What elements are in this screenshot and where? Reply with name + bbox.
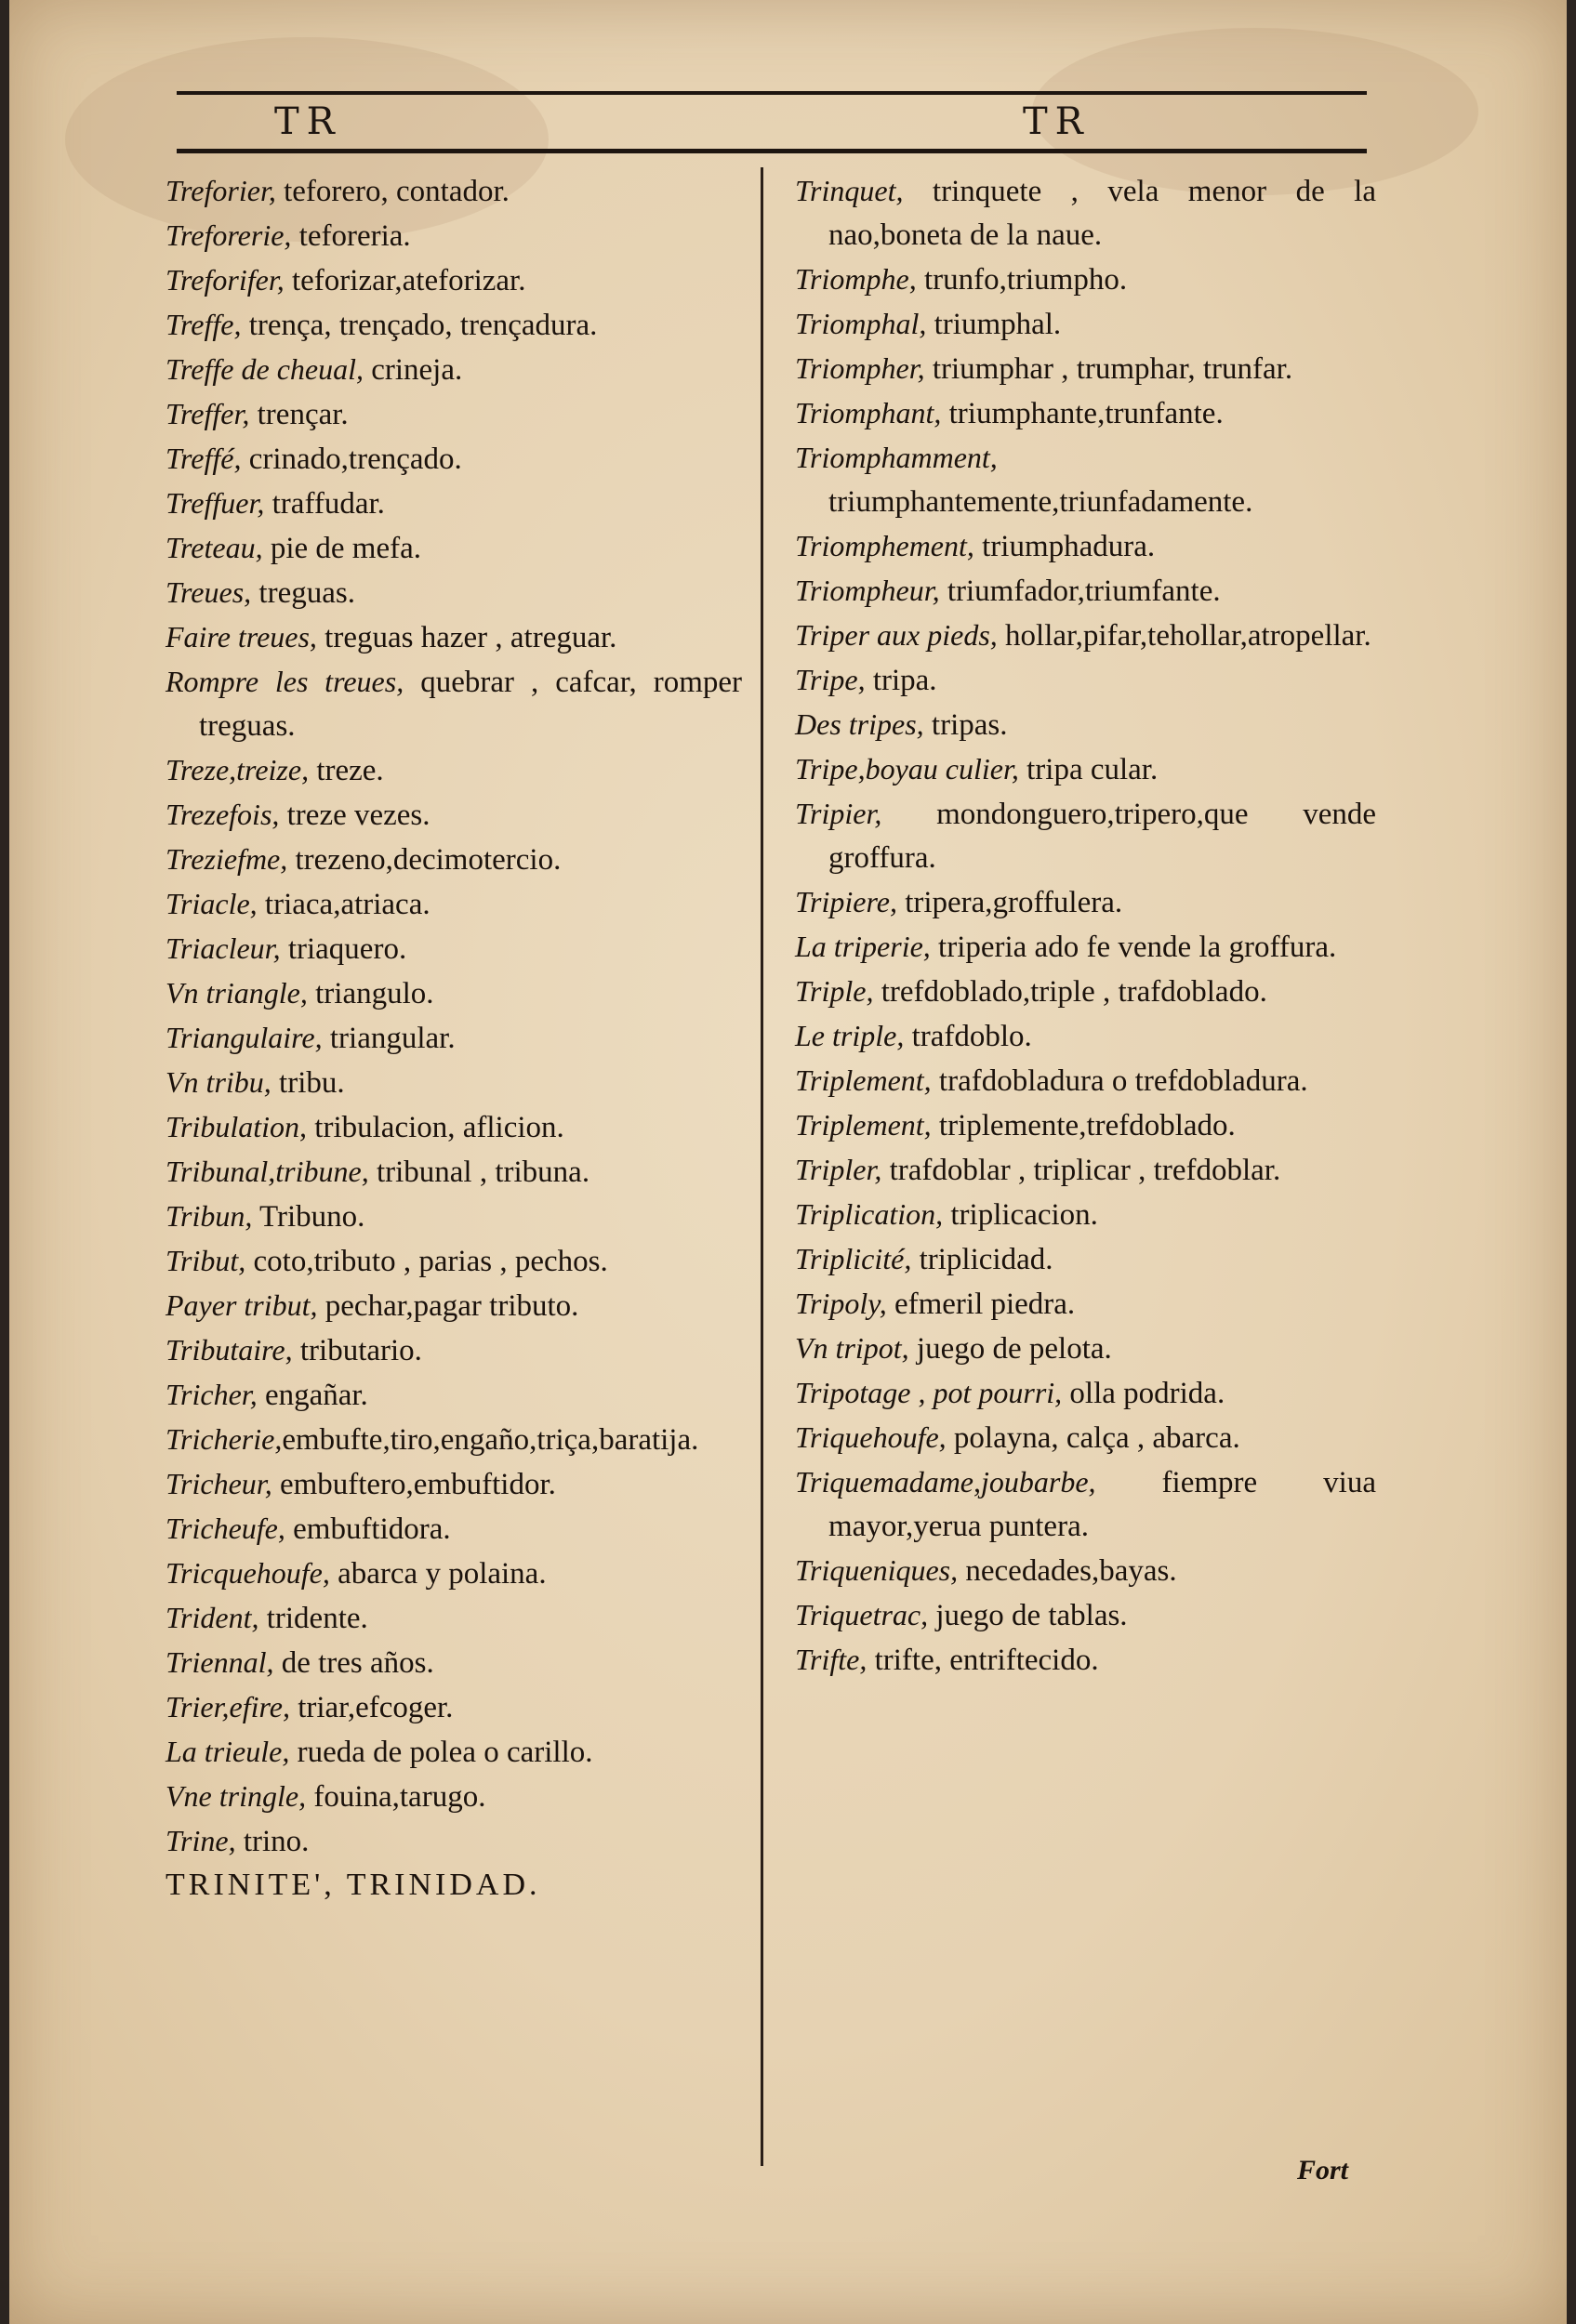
headword: Tricherie,: [166, 1422, 283, 1456]
dictionary-entry: [795, 524, 1376, 569]
dictionary-entry: [795, 1059, 1376, 1103]
headword: Treze,treize,: [166, 753, 310, 786]
running-head-right: TR: [1023, 100, 1091, 143]
headword: Trinquet,: [795, 174, 904, 207]
translation: hollar,pifar,tehollar,atropellar.: [997, 619, 1371, 653]
dictionary-entry: [795, 1014, 1376, 1059]
headword: Triplement,: [795, 1108, 932, 1142]
headword: Triplicité,: [795, 1242, 912, 1275]
dictionary-entry: [795, 1148, 1376, 1193]
dictionary-entry: [166, 526, 742, 571]
headword: Triper aux pieds,: [795, 618, 998, 652]
headword: Triomphement,: [795, 529, 974, 562]
headword: Trine,: [166, 1824, 236, 1857]
dictionary-entry: [166, 392, 742, 437]
translation: tripas.: [923, 708, 1008, 742]
headword: Triomphamment,: [795, 441, 998, 474]
dictionary-entry: [166, 571, 742, 615]
translation: efmeril piedra.: [886, 1287, 1076, 1321]
translation: trafdobladura o trefdobladura.: [931, 1064, 1308, 1098]
dictionary-entry: [795, 1416, 1376, 1460]
dictionary-entry: [166, 348, 742, 392]
header-rule: [177, 149, 1367, 153]
translation: triar,efcoger.: [289, 1691, 454, 1724]
dictionary-entry: [166, 927, 742, 971]
headword: Triqueniques,: [795, 1553, 959, 1587]
headword: Triomphal,: [795, 307, 927, 340]
headword: Tripier,: [795, 797, 882, 830]
headword: Triacle,: [166, 887, 258, 920]
dictionary-entry: [795, 1593, 1376, 1638]
dictionary-entry: [166, 1284, 742, 1328]
headword: Tricheur,: [166, 1467, 272, 1500]
translation: treguas.: [251, 576, 355, 610]
translation: tripa cular.: [1018, 753, 1159, 786]
headword: Trier,efire,: [166, 1690, 290, 1723]
headword: Triomphe,: [795, 262, 917, 296]
dictionary-entry: [795, 1103, 1376, 1148]
translation: crineja.: [363, 353, 463, 387]
dictionary-entry: [795, 1549, 1376, 1593]
translation: triumphadura.: [973, 530, 1156, 563]
dictionary-entry: [795, 747, 1376, 792]
headword: Triquetrac,: [795, 1598, 929, 1631]
headword: Vne tringle,: [166, 1779, 307, 1813]
headword: Triquehoufe,: [795, 1420, 947, 1454]
dictionary-entry: [795, 1282, 1376, 1327]
translation: embufte,tiro,engaño,triça,baratija.: [282, 1423, 699, 1457]
dictionary-entry: [166, 214, 742, 258]
headword: Faire treues,: [166, 620, 317, 654]
headword: Tricheufe,: [166, 1512, 285, 1545]
translation: engañar.: [257, 1379, 368, 1412]
dictionary-entry: [795, 1193, 1376, 1237]
translation: triplemente,trefdoblado.: [931, 1109, 1236, 1142]
translation: Tribuno.: [252, 1200, 365, 1234]
translation: olla podrida.: [1062, 1377, 1225, 1410]
dictionary-entry: [166, 882, 742, 927]
headword: La triperie,: [795, 930, 931, 963]
dictionary-entry: [795, 391, 1376, 436]
translation: polayna, calça , abarca.: [946, 1421, 1240, 1455]
headword: Vn tripot,: [795, 1331, 909, 1365]
dictionary-entry: [166, 1462, 742, 1507]
headword: Treforerie,: [166, 218, 292, 252]
dictionary-entry: [795, 880, 1376, 925]
translation: mondonguero,tripero,que vende groffura.: [828, 798, 1376, 875]
headword: Treziefme,: [166, 842, 288, 876]
headword: Triompher,: [795, 351, 925, 385]
dictionary-entry: [795, 1237, 1376, 1282]
headword: Trident,: [166, 1601, 259, 1634]
headword: Triquemadame,joubarbe,: [795, 1465, 1096, 1499]
dictionary-entry: [166, 1061, 742, 1105]
translation: necedades,bayas.: [958, 1554, 1177, 1588]
translation: triumphar , trumphar, trunfar.: [924, 352, 1293, 386]
translation: tripa.: [865, 664, 937, 697]
translation: juego de tablas.: [928, 1599, 1128, 1632]
translation: treze vezes.: [279, 799, 430, 832]
headword: Tribun,: [166, 1199, 253, 1233]
headword: Treffe,: [166, 308, 242, 341]
translation: pechar,pagar tributo.: [317, 1289, 579, 1323]
translation: tribu.: [271, 1066, 345, 1100]
headword: Triple,: [795, 974, 874, 1008]
dictionary-entry: [166, 258, 742, 303]
translation: pie de mefa.: [262, 532, 422, 565]
translation: tripera,groffulera.: [896, 886, 1123, 919]
dictionary-entry: [795, 970, 1376, 1014]
headword: Treffé,: [166, 442, 242, 475]
headword: Treffer,: [166, 397, 250, 430]
headword: Tripoly,: [795, 1287, 887, 1320]
dictionary-entry: [166, 482, 742, 526]
running-head-left: TR: [274, 100, 342, 143]
dictionary-entry: [166, 1016, 742, 1061]
dictionary-entry: [795, 1371, 1376, 1416]
dictionary-entry: [795, 1460, 1376, 1549]
dictionary-entry: [166, 971, 742, 1016]
translation: coto,tributo , parias , pechos.: [245, 1245, 608, 1278]
dictionary-entry: [166, 1552, 742, 1596]
translation: trença, trençado, trençadura.: [241, 309, 598, 342]
translation: de tres años.: [273, 1646, 434, 1680]
translation: trefdoblado,triple , trafdoblado.: [873, 975, 1267, 1009]
column-divider: [761, 167, 763, 2166]
headword: Tripe,boyau culier,: [795, 752, 1019, 786]
headword: Vn triangle,: [166, 976, 308, 1010]
headword: Triplication,: [795, 1197, 944, 1231]
headword: Treffuer,: [166, 486, 265, 520]
headword: Treforier,: [166, 174, 276, 207]
translation: trifte, entriftecido.: [867, 1644, 1099, 1677]
dictionary-entry: [166, 169, 742, 214]
translation: triumphal.: [926, 308, 1062, 341]
translation: abarca y polaina.: [329, 1557, 547, 1591]
headword: Trifte,: [795, 1643, 867, 1676]
translation: triumfador,triumfante.: [939, 574, 1221, 608]
headword: Tribunal,tribune,: [166, 1155, 369, 1188]
dictionary-entry: [795, 703, 1376, 747]
headword: Treforifer,: [166, 263, 285, 297]
dictionary-entry: [795, 614, 1376, 658]
right-column: [795, 169, 1376, 1683]
translation: trafdoblo.: [904, 1020, 1032, 1053]
headword: Trezefois,: [166, 798, 280, 831]
dictionary-entry: [166, 615, 742, 660]
headword: Triacleur,: [166, 931, 281, 965]
translation: trafdoblar , triplicar , trefdoblar.: [881, 1154, 1281, 1187]
dictionary-entry: [166, 1373, 742, 1418]
translation: fouina,tarugo.: [306, 1780, 486, 1814]
translation: triplicacion.: [943, 1198, 1098, 1232]
translation: triumphante,trunfante.: [941, 397, 1224, 430]
dictionary-entry: [795, 925, 1376, 970]
dictionary-page: [9, 0, 1567, 2324]
dictionary-entry: [166, 1641, 742, 1685]
translation: fiempre viua mayor,yerua puntera.: [828, 1466, 1376, 1543]
dictionary-entry: [795, 1638, 1376, 1683]
dictionary-entry: [166, 437, 742, 482]
translation: trençar.: [249, 398, 349, 431]
translation: rueda de polea o carillo.: [289, 1736, 593, 1769]
headword: Tributaire,: [166, 1333, 293, 1367]
dictionary-entry: [166, 1819, 742, 1864]
dictionary-entry: [166, 660, 742, 748]
dictionary-entry: [795, 302, 1376, 347]
translation: embuftidora.: [285, 1512, 451, 1546]
translation: teforizar,ateforizar.: [284, 264, 526, 297]
translation: trunfo,triumpho.: [916, 263, 1128, 297]
dictionary-entry: [166, 1730, 742, 1775]
headword: Tripe,: [795, 663, 866, 696]
translation: crinado,trençado.: [241, 442, 462, 476]
dictionary-entry: [166, 793, 742, 838]
dictionary-entry: [166, 838, 742, 882]
translation: trinquete , vela menor de la nao,boneta de la naue.: [828, 175, 1376, 252]
translation: traffudar.: [264, 487, 385, 521]
headword: Tripiere,: [795, 885, 897, 918]
translation: juego de pelota.: [908, 1332, 1112, 1366]
headword: Triompheur,: [795, 574, 940, 607]
headword: Tripotage , pot pourri,: [795, 1376, 1063, 1409]
left-column: [166, 169, 742, 1907]
translation: trezeno,decimotercio.: [287, 843, 562, 877]
translation: tributario.: [292, 1334, 422, 1367]
headword: Payer tribut,: [166, 1288, 318, 1322]
headword: Des tripes,: [795, 707, 924, 741]
dictionary-entry: [166, 1685, 742, 1730]
section-heading-trinite: TRINITE', TRINIDAD.: [166, 1868, 541, 1902]
dictionary-entry: [795, 436, 1376, 524]
dictionary-entry: [795, 792, 1376, 880]
translation: treze.: [309, 754, 384, 787]
dictionary-entry: [166, 1239, 742, 1284]
headword: Tricquehoufe,: [166, 1556, 330, 1590]
headword: Rompre les treues,: [166, 665, 404, 698]
translation: tribunal , tribuna.: [368, 1155, 590, 1189]
translation: triperia ado fe vende la groffura.: [930, 931, 1337, 964]
headword: Tricher,: [166, 1378, 258, 1411]
translation: triangular.: [322, 1022, 456, 1055]
dictionary-entry: [166, 1418, 742, 1462]
catchword: Fort: [1297, 2155, 1349, 2185]
dictionary-entry: [166, 1775, 742, 1819]
translation: tridente.: [258, 1602, 368, 1635]
dictionary-entry: [795, 658, 1376, 703]
top-rule: [177, 91, 1367, 95]
dictionary-entry: [166, 1507, 742, 1552]
translation: teforero, contador.: [275, 175, 510, 208]
dictionary-entry: [795, 1327, 1376, 1371]
translation: triaca,atriaca.: [257, 888, 430, 921]
headword: Triomphant,: [795, 396, 942, 429]
dictionary-entry: [795, 257, 1376, 302]
dictionary-entry: [795, 569, 1376, 614]
headword: Tripler,: [795, 1153, 882, 1186]
headword: Triennal,: [166, 1645, 274, 1679]
translation: trino.: [235, 1825, 310, 1858]
translation: triumphantemente,triunfadamente.: [828, 485, 1253, 519]
headword: Treues,: [166, 575, 252, 609]
headword: Le triple,: [795, 1019, 905, 1052]
dictionary-entry: [166, 748, 742, 793]
translation: quebrar , cafcar, romper treguas.: [199, 666, 742, 743]
dictionary-entry: [166, 1150, 742, 1195]
dictionary-entry: [166, 1328, 742, 1373]
headword: Triangulaire,: [166, 1021, 323, 1054]
translation: triangulo.: [307, 977, 434, 1010]
headword: Vn tribu,: [166, 1065, 271, 1099]
dictionary-entry: [795, 347, 1376, 391]
headword: La trieule,: [166, 1735, 290, 1768]
dictionary-entry: [166, 303, 742, 348]
dictionary-entry: [166, 1596, 742, 1641]
translation: embuftero,embuftidor.: [271, 1468, 556, 1501]
headword: Treteau,: [166, 531, 263, 564]
translation: teforeria.: [291, 219, 411, 253]
translation: triaquero.: [280, 932, 407, 966]
headword: Tribulation,: [166, 1110, 308, 1143]
translation: treguas hazer , atreguar.: [316, 621, 617, 654]
dictionary-entry: [166, 1195, 742, 1239]
headword: Treffe de cheual,: [166, 352, 364, 386]
dictionary-entry: [795, 169, 1376, 257]
translation: tribulacion, aflicion.: [307, 1111, 564, 1144]
headword: Tribut,: [166, 1244, 246, 1277]
translation: triplicidad.: [911, 1243, 1053, 1276]
dictionary-entry: [166, 1105, 742, 1150]
headword: Triplement,: [795, 1063, 932, 1097]
